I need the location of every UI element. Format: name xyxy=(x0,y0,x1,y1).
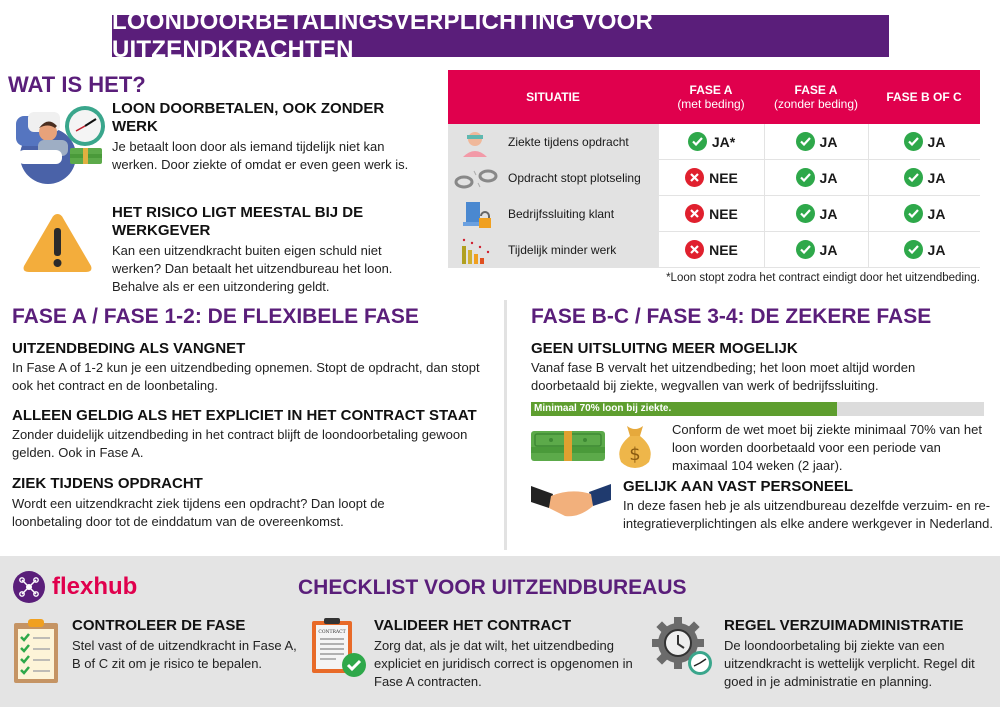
situatie-label: Bedrijfssluiting klant xyxy=(508,207,615,221)
situatie-label: Opdracht stopt plotseling xyxy=(508,171,641,185)
table-header xyxy=(448,70,980,124)
cell-label: JA xyxy=(819,133,838,150)
situatie-cell xyxy=(448,124,658,160)
cell-yes xyxy=(868,232,980,268)
declining-bars-icon xyxy=(460,238,494,264)
header-fase-a-met xyxy=(658,70,764,124)
cell-yes xyxy=(868,160,980,196)
cell-label: JA xyxy=(927,241,946,258)
check-icon xyxy=(904,168,923,187)
sick-person-icon xyxy=(460,129,490,157)
svg-text:$: $ xyxy=(629,444,641,465)
situatie-cell xyxy=(448,232,658,268)
cross-icon xyxy=(685,240,704,259)
fase-bc-item-2-text: In deze fasen heb je als uitzendbureau dezelfde verzuim- en re-integratieverplichtingen als elke andere werkgever in Nederland. xyxy=(623,498,993,531)
fase-a-heading: FASE A / FASE 1-2: DE FLEXIBELE FASE xyxy=(12,305,419,328)
handshake-icon xyxy=(531,478,611,522)
table-row xyxy=(448,160,980,196)
table-row xyxy=(448,124,980,160)
progress-fill: Minimaal 70% loon bij ziekte. xyxy=(531,402,837,416)
cell-label: JA xyxy=(927,205,946,222)
check-icon xyxy=(904,204,923,223)
check-icon xyxy=(796,240,815,259)
header-situatie xyxy=(448,70,658,124)
table-row xyxy=(448,232,980,268)
header-sublabel: (met beding) xyxy=(677,97,745,111)
checklist-item-3-title: REGEL VERZUIMADMINISTRATIE xyxy=(724,617,964,634)
header-label: FASE A xyxy=(794,83,838,97)
cell-yes xyxy=(658,124,764,160)
header-label: SITUATIE xyxy=(526,90,580,104)
sleeping-person-clock-money-icon xyxy=(10,96,105,184)
table-row xyxy=(448,196,980,232)
page-title: LOONDOORBETALINGSVERPLICHTING VOOR UITZENDKRACHTEN xyxy=(112,15,889,57)
checklist-item-3-text: De loondoorbetaling bij ziekte van een uitzendkracht is wettelijk verplicht. Regel dit goed in je administratie en planning. xyxy=(724,638,975,689)
contract-label: CONTRACT xyxy=(318,630,346,635)
building-lock-icon xyxy=(462,200,492,230)
money-text: Conform de wet moet bij ziekte minimaal 70% van het loon worden doorbetaald voor een periode van maximaal 104 weken (2 jaar). xyxy=(672,422,982,473)
cell-label: JA xyxy=(927,133,946,150)
check-icon xyxy=(688,132,707,151)
flexhub-logo[interactable] xyxy=(12,570,137,604)
situatie-label: Tijdelijk minder werk xyxy=(508,243,617,257)
cell-label: NEE xyxy=(709,241,738,258)
cell-label: NEE xyxy=(709,169,738,186)
cell-yes xyxy=(764,160,868,196)
flexhub-logo-icon xyxy=(12,570,46,604)
check-icon xyxy=(904,132,923,151)
fase-a-item-2-text: Zonder duidelijk uitzendbeding in het contract blijft de loondoorbetaling gewoon gelden. Ook in Fase A. xyxy=(12,427,468,460)
check-icon xyxy=(796,168,815,187)
wat-item-2-title: HET RISICO LIGT MEESTAL BIJ DE WERKGEVER xyxy=(112,204,364,239)
cell-no xyxy=(658,196,764,232)
situatie-label: Ziekte tijdens opdracht xyxy=(508,135,629,149)
wat-item-2-text: Kan een uitzendkracht buiten eigen schuld niet werken? Dan betaalt het uitzendbureau het loon. Behalve als er een uitzondering geldt. xyxy=(112,243,393,294)
cell-yes xyxy=(764,124,868,160)
fase-a-item-2-title: ALLEEN GELDIG ALS HET EXPLICIET IN HET CONTRACT STAAT xyxy=(12,407,477,424)
header-label: FASE A xyxy=(689,83,733,97)
min-70-progress-bar xyxy=(531,402,984,416)
money-bag-icon xyxy=(615,422,655,468)
cell-no xyxy=(658,160,764,196)
cell-label: JA* xyxy=(711,133,736,150)
header-fase-bc xyxy=(868,70,980,124)
cell-label: JA xyxy=(819,241,838,258)
check-icon xyxy=(904,240,923,259)
fase-a-item-3-text: Wordt een uitzendkracht ziek tijdens een opdracht? Dan loopt de loonbetaling door tot de einddatum van de overeenkomst. xyxy=(12,496,385,529)
cell-yes xyxy=(764,196,868,232)
gear-clock-icon xyxy=(652,617,714,677)
cross-icon xyxy=(685,204,704,223)
check-icon xyxy=(796,132,815,151)
cell-yes xyxy=(764,232,868,268)
cell-yes xyxy=(868,196,980,232)
checklist-item-2-title: VALIDEER HET CONTRACT xyxy=(374,617,572,634)
header-sublabel: (zonder beding) xyxy=(773,97,859,111)
cash-stack-icon xyxy=(531,425,606,465)
column-divider xyxy=(504,300,507,550)
header-label: FASE B OF C xyxy=(886,90,962,104)
fase-a-item-3-title: ZIEK TIJDENS OPDRACHT xyxy=(12,475,203,492)
flexhub-wordmark: flexhub xyxy=(52,573,138,600)
cross-icon xyxy=(685,168,704,187)
situatie-table xyxy=(448,70,980,268)
check-icon xyxy=(796,204,815,223)
wat-item-1-text: Je betaalt loon door als iemand tijdelijk niet kan werken. Door ziekte of omdat er even geen werk is. xyxy=(112,139,409,172)
wat-item-1-title: LOON DOORBETALEN, OOK ZONDER WERK xyxy=(112,100,385,135)
fase-bc-item-1-text: Vanaf fase B vervalt het uitzendbeding; het loon moet altijd worden doorbetaald bij ziekte, wegvallen van werk of bedrijfssluiting. xyxy=(531,360,916,393)
fase-bc-heading: FASE B-C / FASE 3-4: DE ZEKERE FASE xyxy=(531,305,932,328)
cell-label: JA xyxy=(819,169,838,186)
cell-label: NEE xyxy=(709,205,738,222)
contract-check-icon xyxy=(310,617,368,679)
situatie-cell xyxy=(448,196,658,232)
checklist-item-1-text: Stel vast of de uitzendkracht in Fase A, B of C zit om je risico te bepalen. xyxy=(72,638,297,671)
cell-no xyxy=(658,232,764,268)
checklist-heading: CHECKLIST VOOR UITZENDBUREAUS xyxy=(298,576,687,599)
fase-a-item-1-title: UITZENDBEDING ALS VANGNET xyxy=(12,340,246,357)
cell-label: JA xyxy=(819,205,838,222)
wat-is-het-heading: WAT IS HET? xyxy=(8,72,146,97)
header-fase-a-zonder xyxy=(764,70,868,124)
fase-a-item-1-text: In Fase A of 1-2 kun je een uitzendbeding opnemen. Stopt de opdracht, dan stopt ook het contract en de loonbetaling. xyxy=(12,360,480,393)
cell-yes xyxy=(868,124,980,160)
cell-label: JA xyxy=(927,169,946,186)
table-footnote: *Loon stopt zodra het contract eindigt door het uitzendbeding. xyxy=(666,272,980,284)
broken-chain-icon xyxy=(454,168,498,190)
fase-bc-item-2-title: GELIJK AAN VAST PERSONEEL xyxy=(623,478,854,495)
warning-triangle-icon xyxy=(20,210,95,276)
checklist-item-1-title: CONTROLEER DE FASE xyxy=(72,617,246,634)
situatie-cell xyxy=(448,160,658,196)
clipboard-checklist-icon xyxy=(12,617,60,685)
checklist-item-2-text: Zorg dat, als je dat wilt, het uitzendbeding expliciet en juridisch correct is opgenomen in Fase A contracten. xyxy=(374,638,633,689)
fase-bc-item-1-title: GEEN UITSLUITNG MEER MOGELIJK xyxy=(531,340,798,357)
